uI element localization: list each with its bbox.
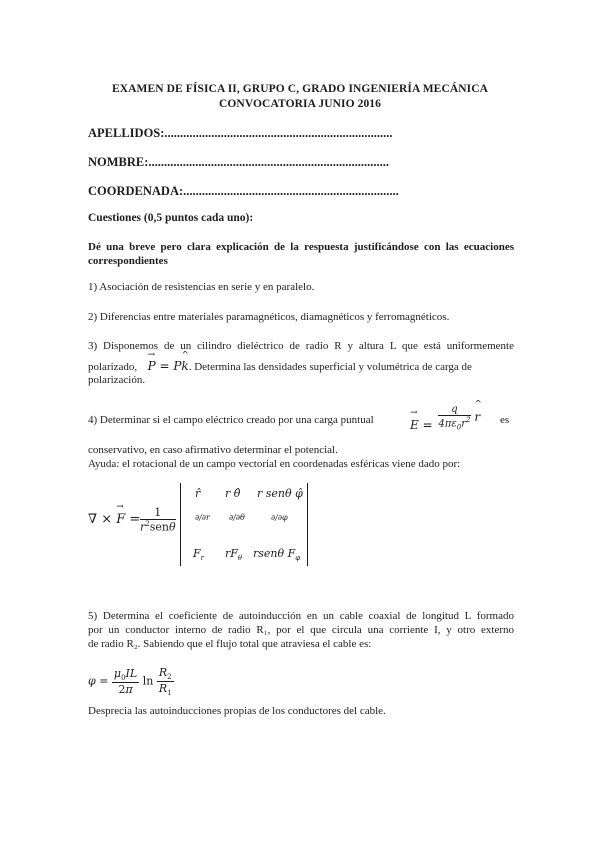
- det-theta-hat: r θ̂: [225, 487, 241, 500]
- question-4-line2: conservativo, en caso afirmativo determinar el potencial.: [88, 444, 338, 456]
- det-fphi: rsenθ $F_\varphi$: [253, 547, 301, 563]
- det-d-dtheta: ∂/∂θ: [229, 513, 245, 522]
- flux-formula: φ = $\frac{\mu_0IL}{2\pi}$ ln $\frac{R_2}{R_1}$: [88, 666, 172, 698]
- question-5-line4: Desprecia las autoinducciones propias de los conductores del cable.: [88, 705, 386, 717]
- det-d-dr: ∂/∂r: [195, 513, 210, 522]
- coulomb-field-formula: E → = $\frac{q}{4\pi\varepsilon_0r^2}$ r ^: [410, 400, 482, 433]
- instruction-text: Dé una breve pero clara explicación de la respuesta justificándose con las ecuaciones correspondientes: [88, 241, 514, 267]
- question-3-line3: polarización.: [88, 374, 146, 386]
- curl-determinant: [180, 483, 308, 566]
- question-5-line3: de radio R₂. Sabiendo que el flujo total que atraviesa el cable es:: [88, 638, 372, 650]
- question-5-line1: 5) Determina el coeficiente de autoinducción en un cable coaxial de longitud L formado: [88, 610, 514, 622]
- question-5-line2: por un conductor interno de radio R₁, por el que circula una corriente I, y otro externo: [88, 624, 514, 636]
- question-3-line2: [88, 350, 518, 374]
- det-d-dphi: ∂/∂φ: [271, 513, 288, 522]
- q3-pre: polarizado,: [88, 361, 138, 373]
- apellidos-field: APELLIDOS:.........................................................................: [88, 126, 393, 140]
- curl-lhs: ∇ × F → =: [88, 502, 141, 527]
- curl-factor: $\frac{1}{r^2sen\theta}$: [140, 506, 176, 534]
- det-ftheta: $rF_\theta$: [225, 547, 243, 563]
- question-4-line3: Ayuda: el rotacional de un campo vectorial en coordenadas esféricas viene dado por:: [88, 458, 461, 470]
- det-fr: $F_r$: [193, 547, 204, 563]
- question-1: 1) Asociación de resistencias en serie y en paralelo.: [88, 281, 315, 293]
- polarization-formula: P → = Pk ^: [147, 350, 189, 373]
- nombre-field: NOMBRE:.............................................................................: [88, 155, 390, 169]
- q4-pre: 4) Determinar si el campo eléctrico creado por una carga puntual: [88, 414, 374, 426]
- question-4-line1: [88, 413, 374, 427]
- question-2: 2) Diferencias entre materiales paramagnéticos, diamagnéticos y ferromagnéticos.: [88, 311, 450, 323]
- det-phi-hat: r senθ φ̂: [257, 487, 303, 500]
- q3-post: . Determina las densidades superficial y volumétrica de carga de: [188, 361, 472, 373]
- question-3-line1: 3) Disponemos de un cilindro dieléctrico de radio R y altura L que está uniformemente: [88, 340, 514, 352]
- section-title: Cuestiones (0,5 puntos cada uno):: [88, 212, 254, 224]
- exam-title: EXAMEN DE FÍSICA II, GRUPO C, GRADO INGENIERÍA MECÁNICA: [111, 83, 489, 95]
- q4-post: es: [500, 414, 510, 426]
- exam-subtitle: CONVOCATORIA JUNIO 2016: [218, 98, 382, 110]
- det-r-hat: r̂: [195, 487, 201, 500]
- coordenada-field: COORDENADA:.....................................................................: [88, 184, 399, 198]
